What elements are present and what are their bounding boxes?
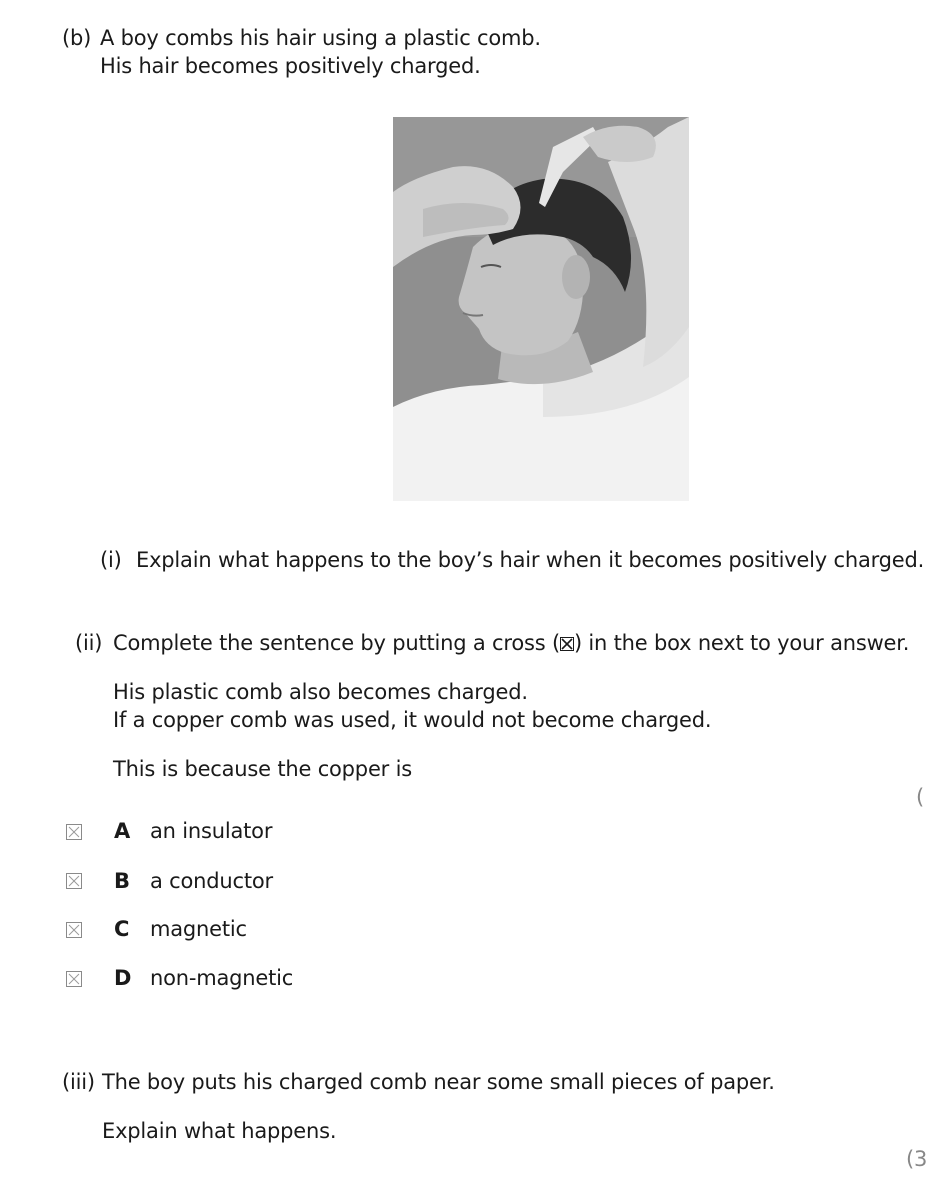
photo-drawing	[393, 117, 689, 501]
part-iii-question: The boy puts his charged comb near some small pieces of paper.	[102, 1070, 775, 1094]
boy-combing-hair-photo	[393, 117, 689, 501]
instruction-before: Complete the sentence by putting a cross (	[113, 631, 560, 655]
option-d-checkbox[interactable]	[66, 971, 82, 987]
part-b-line1: A boy combs his hair using a plastic comb.	[100, 26, 541, 50]
option-c-checkbox[interactable]	[66, 922, 82, 938]
crossed-box-icon	[560, 637, 574, 651]
option-b-letter: B	[114, 869, 130, 893]
option-b-checkbox[interactable]	[66, 873, 82, 889]
part-b-label: (b)	[62, 26, 92, 50]
part-b-line2: His hair becomes positively charged.	[100, 54, 481, 78]
instruction-after: ) in the box next to your answer.	[573, 631, 910, 655]
part-ii-label: (ii)	[75, 631, 103, 655]
part-ii-line1: His plastic comb also becomes charged.	[113, 680, 528, 704]
checkbox-cross-icon	[67, 923, 81, 937]
option-b-text: a conductor	[150, 869, 273, 893]
part-ii-line2: If a copper comb was used, it would not become charged.	[113, 708, 712, 732]
part-i-question: Explain what happens to the boy’s hair when it becomes positively charged.	[136, 548, 925, 572]
option-a-checkbox[interactable]	[66, 824, 82, 840]
checkbox-cross-icon	[67, 825, 81, 839]
option-c-letter: C	[114, 917, 130, 941]
part-iii-line1: Explain what happens.	[102, 1119, 337, 1143]
option-a-letter: A	[114, 819, 131, 843]
option-c-text: magnetic	[150, 917, 247, 941]
part-iii-label: (iii)	[62, 1070, 95, 1094]
part-i-label: (i)	[100, 548, 122, 572]
part-iii-marks: (3	[906, 1147, 927, 1171]
part-ii-line3: This is because the copper is	[113, 757, 412, 781]
checkbox-cross-icon	[67, 874, 81, 888]
part-ii-instruction	[113, 631, 909, 655]
option-d-letter: D	[114, 966, 132, 990]
option-d-text: non-magnetic	[150, 966, 294, 990]
part-ii-marks: (	[916, 785, 924, 809]
checkbox-cross-icon	[67, 972, 81, 986]
option-a-text: an insulator	[150, 819, 273, 843]
